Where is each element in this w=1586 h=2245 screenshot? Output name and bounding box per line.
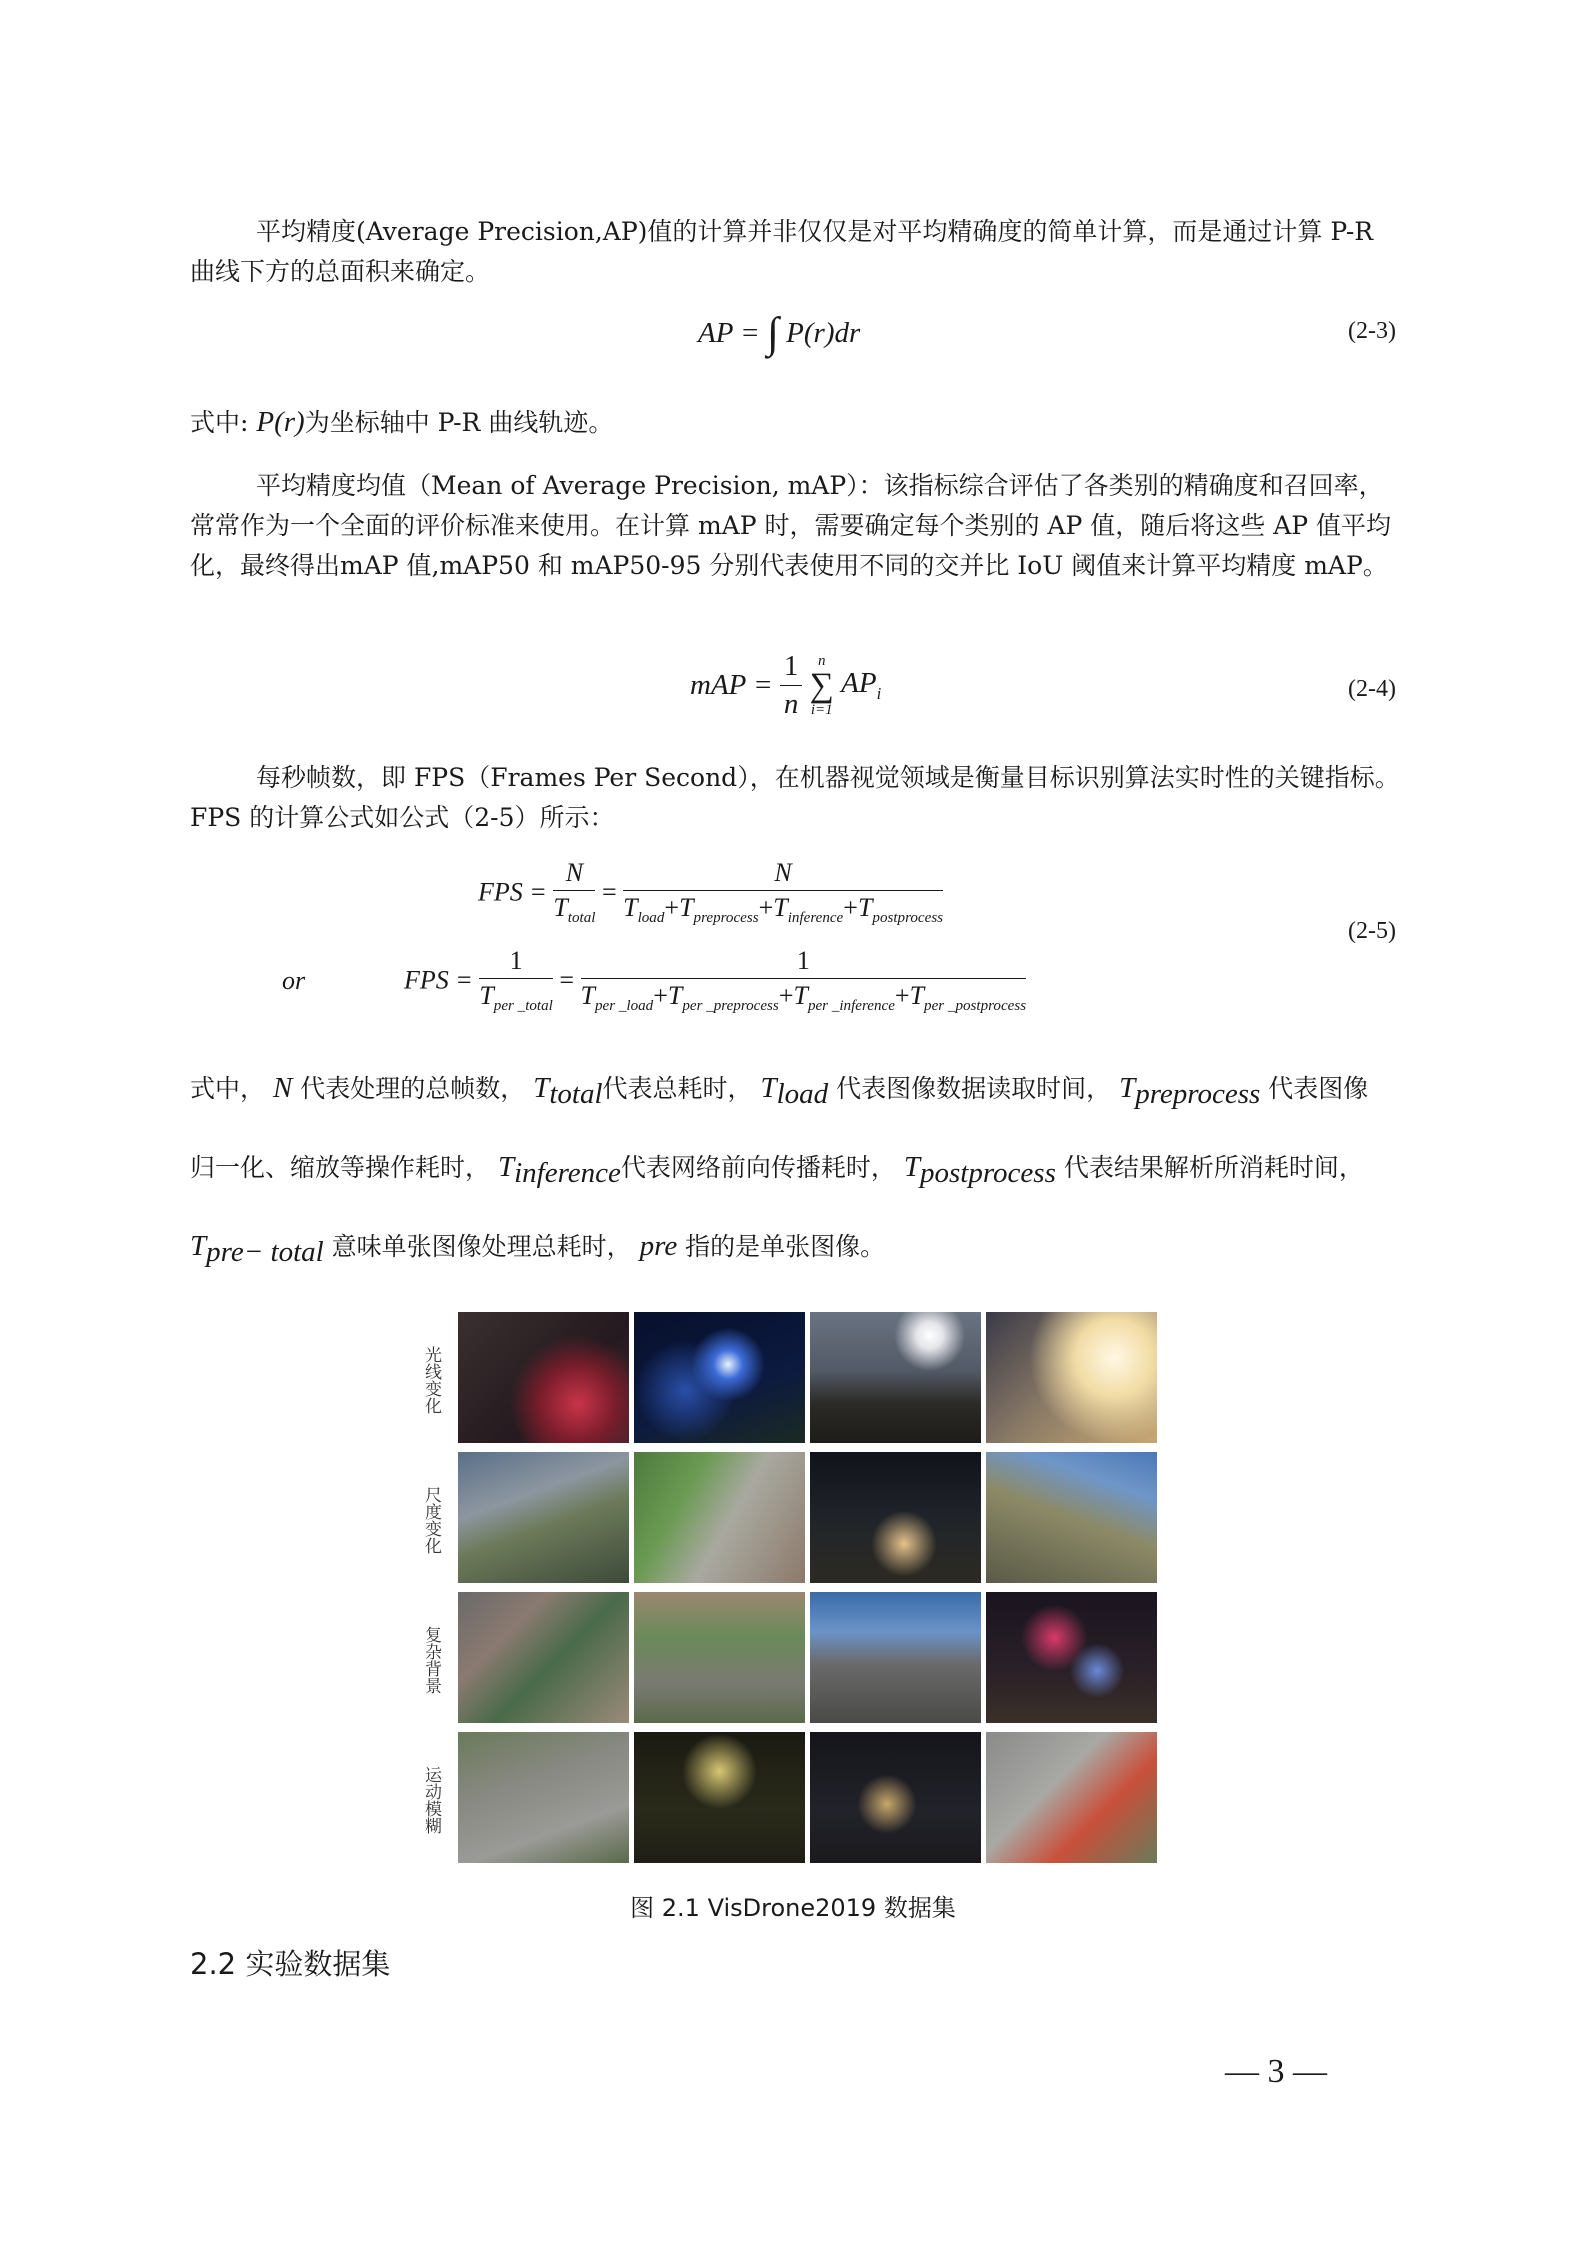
fraction-numerator: 1	[581, 946, 1027, 979]
equals-sign: =	[559, 965, 575, 995]
figure-row-label-scale: 尺度变化	[421, 1486, 441, 1554]
or-label: or	[282, 966, 306, 995]
photo-motion-blur-road	[458, 1732, 629, 1863]
photo-night-plaza	[986, 1592, 1157, 1723]
fraction-denominator: n	[783, 688, 799, 720]
definitions-line-3: $T_{pre- total}$ 意味单张图像处理总耗时， pre 指的是单张图像。	[190, 1230, 886, 1268]
fps-fraction-2a	[479, 946, 553, 1015]
summation	[810, 654, 834, 718]
fraction-numerator: N	[623, 858, 943, 891]
fraction-numerator: N	[553, 858, 595, 891]
note-formula: P(r)	[256, 406, 305, 438]
fps-lhs-1: FPS =	[478, 877, 547, 907]
paragraph-map-definition: 平均精度均值（Mean of Average Precision, mAP）：该指标综合评估了各类别的精确度和召回率，常常作为一个全面的评价标准来使用。在计算 mAP 时，需要确定每个类别的 AP 值，随后将这些 AP 值平均化，最终得出mAP 值,mAP50 和 mAP50-95 分别代表使用不同的交并比 IoU 阈值来计算平均精度 mAP。	[190, 471, 1392, 580]
sum-lower: i=1	[810, 701, 833, 718]
fraction-denominator: $T_{per \_load}+T_{per \_preprocess}+T_{per \_inference}+T_{per \_postprocess}$	[580, 981, 1027, 1015]
photo-overhead-trees	[634, 1452, 805, 1583]
eq-2-4-fraction	[780, 650, 803, 721]
sum-symbol: ∑	[809, 666, 834, 704]
figure-row-label-background: 复杂背景	[421, 1626, 441, 1694]
fraction-denominator: $T_{load}+T_{preprocess}+T_{inference}+T_{postprocess}$	[623, 893, 944, 927]
equation-number-2-3: (2-3)	[1348, 318, 1396, 344]
figure-row-label-motion-blur: 运动模糊	[421, 1766, 441, 1834]
photo-night-traffic	[810, 1732, 981, 1863]
integral-symbol: ∫	[766, 309, 779, 357]
paragraph-fps-definition: 每秒帧数，即 FPS（Frames Per Second），在机器视觉领域是衡量目标识别算法实时性的关键指标。FPS 的计算公式如公式（2-5）所示：	[190, 763, 1400, 832]
term-sub: i	[876, 683, 882, 703]
note-prefix: 式中:	[190, 408, 257, 437]
photo-night-road-cars	[810, 1452, 981, 1583]
definitions-line-1: 式中， N 代表处理的总帧数， $T_{total}$代表总耗时， $T_{load}$ 代表图像数据读取时间， $T_{preprocess}$ 代表图像	[190, 1072, 1369, 1110]
term-main: AP	[841, 667, 877, 700]
equation-number-2-5: (2-5)	[1348, 918, 1396, 944]
photo-complex-street	[458, 1592, 629, 1723]
fraction-numerator: 1	[479, 946, 553, 979]
photo-tilted-city	[986, 1452, 1157, 1583]
fraction-denominator: $T_{per \_total}$	[479, 981, 553, 1015]
visdrone-image-grid	[456, 1310, 1168, 1868]
equation-2-5-line-2	[404, 946, 1026, 1015]
equation-2-3	[698, 308, 860, 358]
equation-2-3-note	[190, 402, 1400, 443]
fps-lhs-2: FPS =	[404, 965, 473, 995]
sum-upper: n	[818, 652, 826, 669]
eq-2-4-lhs: mAP =	[690, 669, 773, 701]
figure-caption: 图 2.1 VisDrone2019 数据集	[630, 1894, 956, 1922]
note-suffix: 为坐标轴中 P-R 曲线轨迹。	[304, 408, 614, 437]
fraction-numerator: 1	[780, 650, 803, 686]
equation-number-2-4: (2-4)	[1348, 676, 1396, 702]
eq-2-4-term	[841, 667, 882, 703]
photo-night-street-red	[458, 1312, 629, 1443]
photo-night-street-trees	[634, 1732, 805, 1863]
fps-fraction-1a	[553, 858, 595, 927]
photo-highway-aerial	[458, 1452, 629, 1583]
fps-fraction-1b	[623, 858, 943, 927]
equation-2-4	[690, 650, 881, 721]
photo-night-blue-lights	[634, 1312, 805, 1443]
figure-row-label-lighting: 光线变化	[421, 1346, 441, 1414]
equation-2-5-line-1	[478, 858, 943, 927]
eq-2-3-rhs: P(r)dr	[786, 316, 861, 349]
definitions-line-2: 归一化、缩放等操作耗时， $T_{inference}$代表网络前向传播耗时， $T_{postprocess}$ 代表结果解析所消耗时间，	[190, 1151, 1364, 1189]
photo-day-avenue	[986, 1732, 1157, 1863]
section-heading: 2.2 实验数据集	[190, 1947, 391, 1981]
eq-2-3-lhs: AP =	[698, 316, 760, 349]
equals-sign: =	[601, 877, 617, 907]
paragraph-ap-definition: 平均精度(Average Precision,AP)值的计算并非仅仅是对平均精确度的简单计算，而是通过计算 P-R 曲线下方的总面积来确定。	[190, 217, 1374, 286]
fraction-denominator: $T_{total}$	[553, 893, 596, 927]
page-number: — 3 —	[1225, 2053, 1327, 2090]
photo-dusk-sun	[810, 1312, 981, 1443]
photo-road-trees	[634, 1592, 805, 1723]
photo-bright-glare	[986, 1312, 1157, 1443]
fps-fraction-2b	[581, 946, 1027, 1015]
photo-intersection-sky	[810, 1592, 981, 1723]
